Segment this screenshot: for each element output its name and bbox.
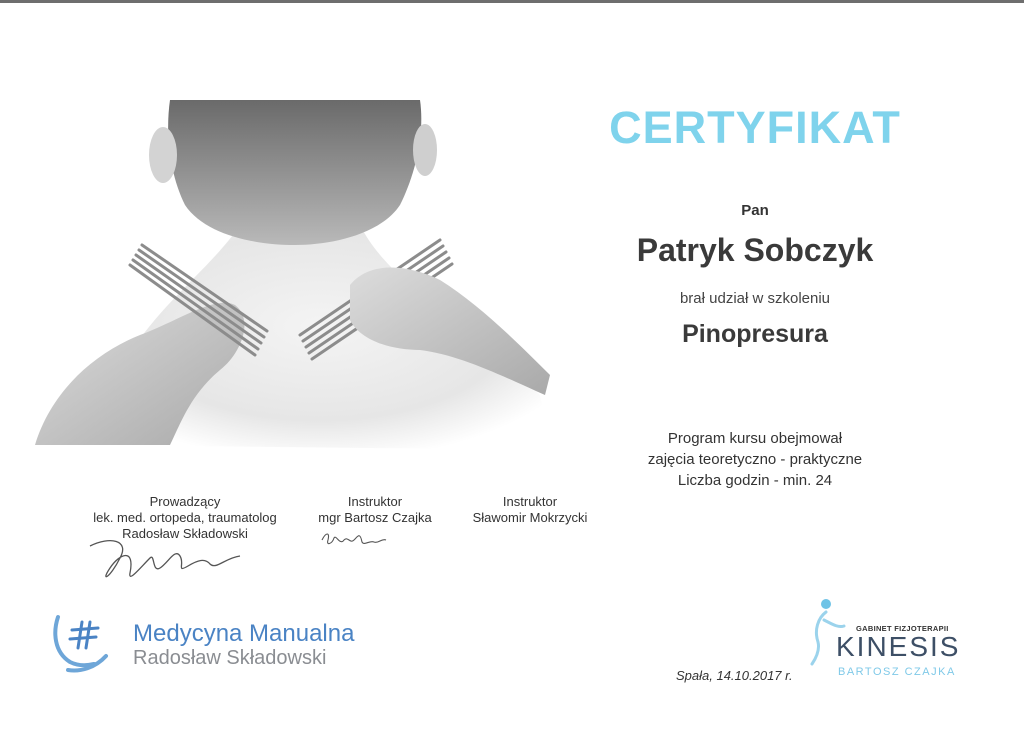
signatory-name: Sławomir Mokrzycki	[472, 510, 588, 525]
signature-instructor-scribble	[318, 528, 388, 550]
signatory-instructor-1	[295, 494, 455, 526]
scan-top-border	[0, 0, 1024, 3]
certificate-title: CERTYFIKAT	[609, 102, 901, 153]
signatory-role: Instruktor	[347, 494, 403, 509]
signatory-role: Instruktor	[502, 494, 558, 509]
program-description	[560, 428, 950, 491]
program-line: Program kursu obejmował	[667, 430, 843, 447]
signatory-role: Prowadzący	[149, 494, 221, 509]
program-line: Liczba godzin - min. 24	[677, 472, 833, 489]
place-and-date: Spała, 14.10.2017 r.	[676, 668, 793, 683]
signatory-instructor-2	[455, 494, 605, 526]
recipient-name: Patryk Sobczyk	[636, 232, 874, 268]
kinesis-subtitle: BARTOSZ CZAJKA	[838, 666, 956, 678]
kinesis-small-text: GABINET FIZJOTERAPII	[856, 624, 949, 633]
signature-lead-scribble	[80, 528, 250, 588]
hands-logo-icon	[50, 612, 110, 674]
logo-line-1: Medycyna Manualna	[133, 620, 355, 647]
medycyna-manualna-logo-text	[133, 621, 354, 669]
logo-line-2: Radosław Składowski	[133, 647, 327, 669]
signatory-name: Radosław Składowski	[122, 526, 248, 541]
kinesis-wordmark: KINESIS	[836, 631, 961, 662]
program-line: zajęcia teoretyczno - praktyczne	[647, 451, 863, 468]
participation-text: brał udział w szkoleniu	[679, 290, 831, 307]
massage-photo	[30, 95, 560, 450]
salutation: Pan	[741, 202, 769, 219]
signatory-name: mgr Bartosz Czajka	[318, 510, 432, 525]
signatory-title: lek. med. ortopeda, traumatolog	[93, 510, 277, 525]
course-name: Pinopresura	[682, 320, 828, 348]
